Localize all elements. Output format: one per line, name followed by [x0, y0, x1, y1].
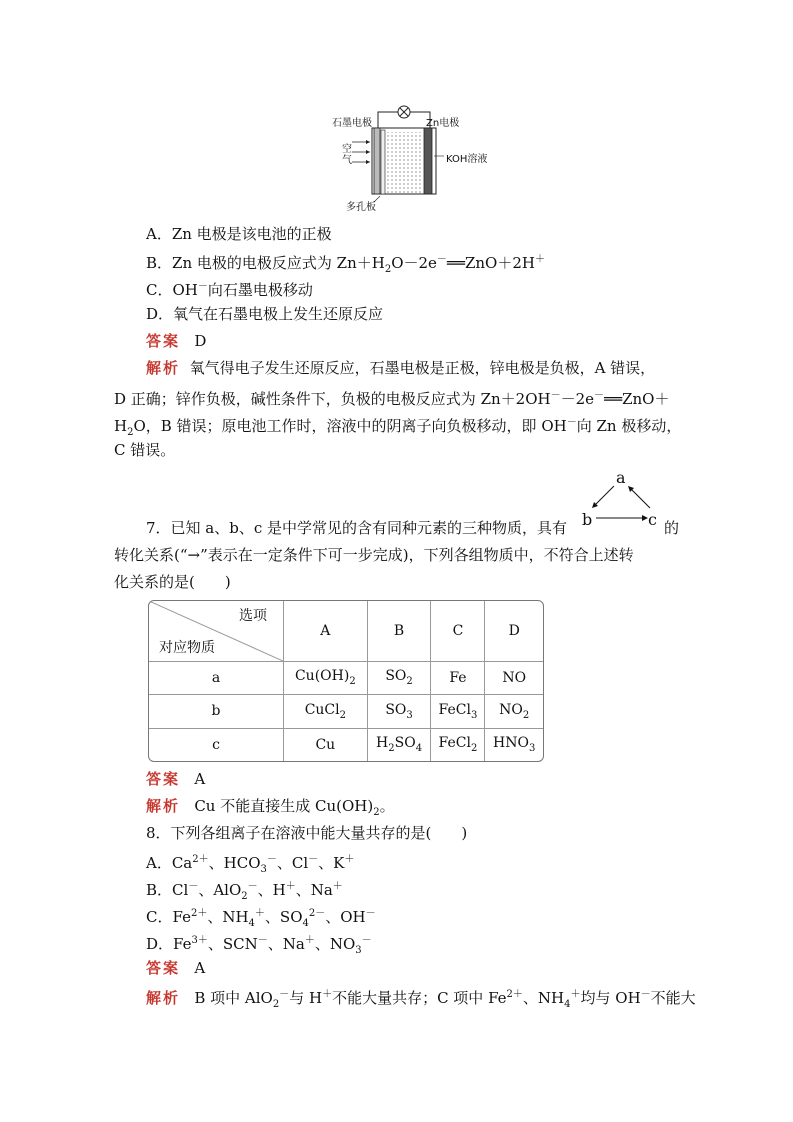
q6-option-a: A．Zn 电极是该电池的正极 [146, 225, 332, 243]
q8-option-b: B．Cl－、AlO$_2$－、H＋、Na＋ [146, 881, 343, 902]
table-row-c: c Cu $H_2SO_4$ FeCl$_2$ $HNO_3$ [149, 728, 543, 761]
table-row-b: b CuCl$_2$ $SO_3$ FeCl$_3$ $NO_2$ [149, 695, 543, 729]
q7-explanation: 解析 Cu 不能直接生成 $Cu(OH)_2$。 [146, 797, 395, 818]
q6-explanation-line2: D 正确；锌作负极，碱性条件下，负极的电极反应式为 Zn＋2OH－－2e－══ZnO＋ [114, 390, 670, 408]
q7-stem-line1-end: 的 [664, 519, 680, 537]
table-col-d: D [485, 601, 543, 661]
q8-option-c: C．$Fe^{2+}$、$NH_4^+$、$SO_4^{2-}$、OH－ [146, 908, 376, 929]
q6-explanation-line3: $H_2O$，B 错误；原电池工作时，溶液中的阴离子向负极移动，即 OH－向 Zn 极移动， [114, 417, 682, 438]
conversion-triangle [574, 470, 674, 530]
label-porous-plate: 多孔板 [346, 202, 376, 213]
q8-answer: 答案 A [146, 959, 206, 977]
q7-options-table [148, 600, 544, 762]
q8-explanation: 解析 B 项中 AlO$_2$－与 H＋不能大量共存；C 项中 $Fe^{2+}$、$NH_4^+$均与 OH－不能大 [146, 989, 696, 1010]
triangle-b: b [582, 510, 593, 529]
q7-stem-line2: 转化关系(“→”表示在一定条件下可一步完成)，下列各组物质中，不符合上述转 [114, 546, 634, 564]
q8-stem: 8．下列各组离子在溶液中能大量共存的是( ) [146, 824, 468, 842]
table-col-c: C [431, 601, 485, 661]
q6-explanation-line1: 解析 氧气得电子发生还原反应，石墨电极是正极，锌电极是负极，A 错误， [146, 359, 656, 377]
q6-option-d: D．氧气在石墨电极上发生还原反应 [146, 305, 384, 323]
q8-option-a: A．$Ca^{2+}$、$HCO_3^-$、Cl－、K＋ [146, 854, 355, 875]
table-row-a: a $Cu(OH)_2$ $SO_2$ Fe NO [149, 661, 543, 695]
table-col-b: B [367, 601, 431, 661]
label-koh-solution: KOH溶液 [446, 154, 488, 165]
triangle-a: a [616, 468, 626, 487]
table-col-a: A [284, 601, 368, 661]
q7-answer: 答案 A [146, 770, 206, 788]
q7-stem-line3: 化关系的是( ) [114, 573, 231, 591]
table-header-diagonal: 选项 对应物质 [149, 601, 284, 661]
label-zn-electrode: Zn电极 [426, 118, 460, 129]
q6-option-c: C．OH－向石墨电极移动 [146, 281, 313, 299]
triangle-c: c [648, 510, 657, 529]
q6-answer: 答案 D [146, 332, 207, 350]
label-graphite-electrode: 石墨电极 [332, 118, 372, 129]
triangle-arrows [574, 470, 674, 530]
q7-stem-line1: 7．已知 a、b、c 是中学常见的含有同种元素的三种物质，具有 [146, 519, 568, 537]
q8-option-d: D．$Fe^{3+}$、SCN－、Na＋、$NO_3^-$ [146, 935, 372, 956]
cell-diagram [330, 98, 498, 216]
q6-explanation-line4: C 错误。 [114, 441, 176, 459]
label-air: 空气 [342, 144, 352, 166]
q6-option-b: B．Zn 电极的电极反应式为 $Zn+H_2O-2e^-══ZnO+2H^+$ [146, 254, 545, 275]
